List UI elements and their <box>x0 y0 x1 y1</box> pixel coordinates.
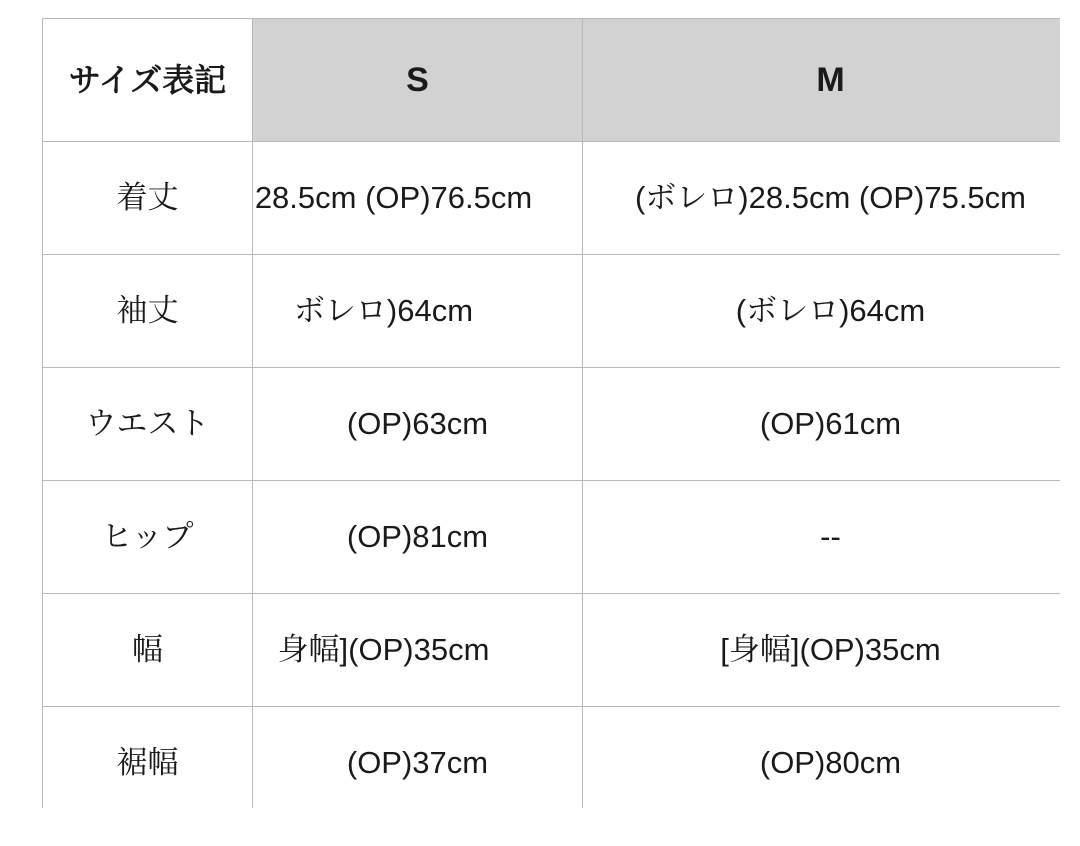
cell-hem-width-s <box>253 707 583 809</box>
row-header-waist: ウエスト <box>43 368 253 481</box>
table-header <box>43 19 1061 142</box>
cell-waist-s <box>253 368 583 481</box>
row-header-hem-width: 裾幅 <box>43 707 253 809</box>
cell-hip-s <box>253 481 583 594</box>
table-row <box>43 368 1061 481</box>
row-header-sleeve-length: 袖丈 <box>43 255 253 368</box>
table-body <box>43 142 1061 809</box>
row-header-width: 幅 <box>43 594 253 707</box>
cell-value: (OP)81cm <box>346 519 489 555</box>
cell-value: [身幅](OP)35cm <box>720 632 941 668</box>
cell-length-s <box>253 142 583 255</box>
cell-value: ボレロ)64cm <box>293 293 474 329</box>
table-row <box>43 255 1061 368</box>
cell-length-m <box>583 142 1061 255</box>
row-header-hip: ヒップ <box>43 481 253 594</box>
cell-hip-m <box>583 481 1061 594</box>
cell-value: (ボレロ)28.5cm (OP)75.5cm <box>634 180 1026 216</box>
cell-hem-width-m <box>583 707 1061 809</box>
cell-value: (OP)61cm <box>759 406 902 442</box>
cell-sleeve-length-m <box>583 255 1061 368</box>
cell-value: (OP)63cm <box>346 406 489 442</box>
cell-value: 28.5cm (OP)76.5cm <box>254 180 533 216</box>
cell-value: (OP)80cm <box>759 745 902 781</box>
cell-width-s <box>253 594 583 707</box>
cell-waist-m <box>583 368 1061 481</box>
column-header-s: S <box>253 19 583 142</box>
cell-value: -- <box>820 519 841 555</box>
table-row <box>43 481 1061 594</box>
cell-value: (OP)37cm <box>346 745 489 781</box>
table-row <box>43 707 1061 809</box>
table-header-row <box>43 19 1061 142</box>
column-header-size-label: サイズ表記 <box>43 19 253 142</box>
cell-value: 身幅](OP)35cm <box>277 632 490 668</box>
size-table-container <box>42 18 1060 808</box>
cell-value: (ボレロ)64cm <box>735 293 926 329</box>
cell-sleeve-length-s <box>253 255 583 368</box>
cell-width-m <box>583 594 1061 707</box>
column-header-m: M <box>583 19 1061 142</box>
row-header-length: 着丈 <box>43 142 253 255</box>
table-row <box>43 594 1061 707</box>
size-chart-table <box>42 18 1060 808</box>
table-row <box>43 142 1061 255</box>
